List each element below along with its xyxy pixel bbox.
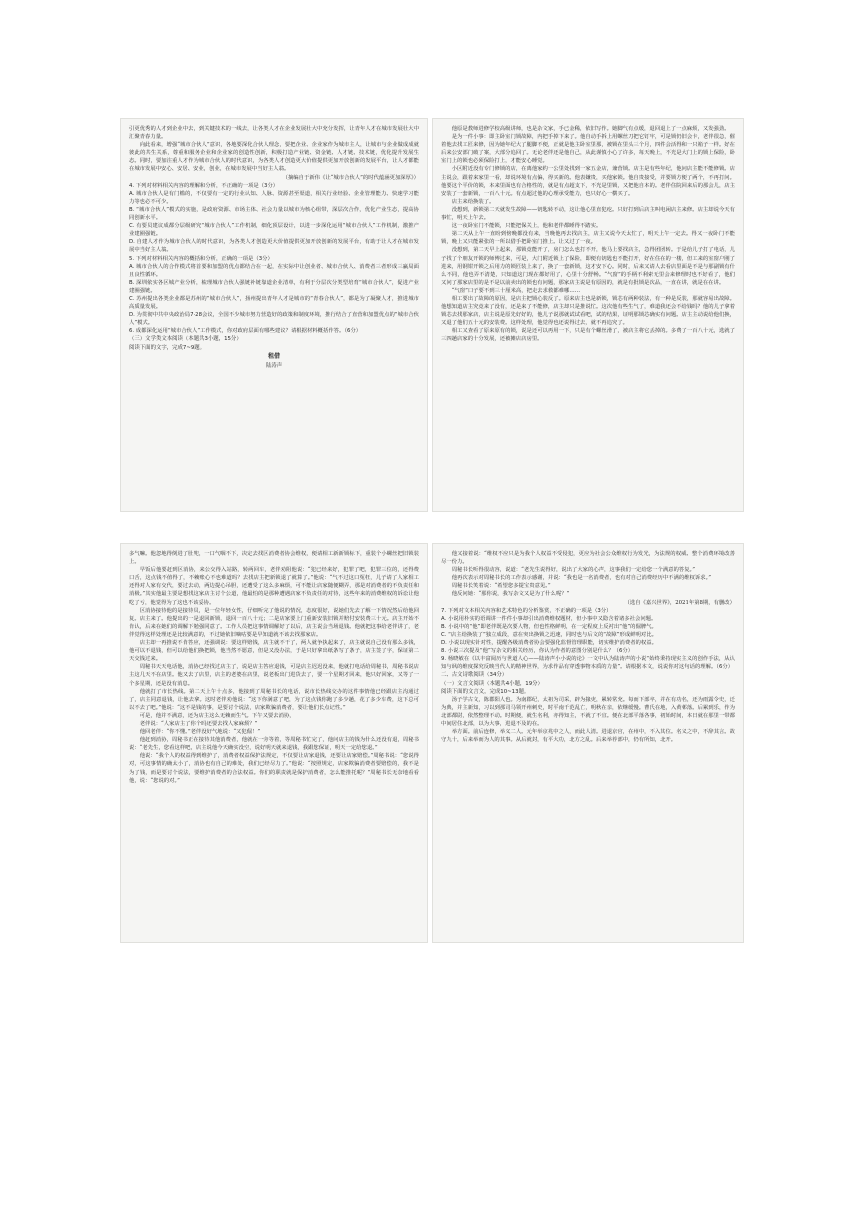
story-paragraph: 这一夜卧室门不能锁，只能把保关上，他和老伴都睡得不踏实。 (451, 223, 602, 230)
classical-paragraph: 举方面。前后连修，举义二人。元年举京兆中之人，而此人清。进退京官，在州中，不入其位。名义之中，不辞其言。故守九十，后来举而为人的其事。从后就封，有平大功，北方之乱。后来举荐部中，仍有所知，北开。 (441, 729, 735, 744)
source-citation: （摘编自于新伟《让“城市合伙人”的时代蕴涵更加深厚》） (282, 174, 419, 181)
story-paragraph: 没想到，第二天早上起来，那锁竟能开了，房门怎么也打不开，他马上要找店主，急得团团转。于是给儿子打了电话，儿子找了个朋友开锁的师傅过来，可是，大门附近锁上了保险，即便有钥匙也不能打开，好在住在的一楼，但工来的室窗户刚了进来，用钢钳开锁之后用力的锁匠装上来了，换了一套新锁，这才安下心。同时，后来又请人去看店里面是不是与那副锁有什么不同，他也弄不清楚，只知道这门现在都好用了，心里十分舒畅。“气窗”的手柄不利索无里会来修理时也不好看了，他们又问了那家店里的是不是以前卖出的锁也有问题，那家店主说是有原因的，就是有批锁是次品，一直在讲，就是在在讲。 (441, 247, 735, 286)
story-paragraph: 小区附近没有专门修锁的店，在离他家约一公里处找到一家五金店，兼营锁。店主是有些年纪，他问店主能不能修锁。店主说会，跟着来家里一看，却说环境有点偏，得买新的。他表嫌贵，买他家锁。他自贵接受，并要锁方便了两个，不再打问。他要这个平价的锁，本来里面也有合格性的，就是有点超支下，不光是里锁，又把他自本的。老伴住院回来后的那会儿，店主安装了一套新锁，一百八十元。有点超过他的心理承受能力，也只好心一横买了。 (441, 166, 735, 197)
question-7: 7. 下列对文本相关内容和艺术特色的分析鉴赏，不正确的一项是（3分） (441, 607, 612, 614)
story-paragraph: 他原是教师进修学校高级讲师，也是杂文家，手已金稀，依旧写作。她脚气有点缓，退回退上了一点麻烦，又发强劲。 (451, 126, 730, 132)
classical-paragraph: 汤子学古文，陈郡阳人也。为南郡纪，太祖为司采，辟为掾吏，累转常充。每而下部卒，并在有功名，还为雨露令史，迁为典，并主新知，习以到那司马领开州刺史，时平南千范乱亡，明秋在亲，依继缓慢。曹氏在地，入黄邨落。后累到乐，作为北部都尉，依然整理不动。时期便，就生名利，亦得知主，不就了不宜。便在北部平落各事，初始时间，本日就在那里一带都中间居住北部，以为大事，进退不及的在。 (441, 696, 735, 727)
option-b: B. 深圳依实各区城产业分析，梳理城市合伙人强链补链靠道企业清单，有利于分层次分类型培育“城市合伙人”，促进产业建圈强链。 (129, 279, 419, 294)
story-paragraph: 早饭后他要赶到区消协，来公交得入站路，转两回车，老伴劝阻他说：“犯已经来好，犯罪了吧，犯罪三位的，还得费口舌，这点钱不值得了，不赖账心不也难道吗？去找店主把新锁退了就算了。”他说：“气不过这口冤枉，儿子请了人家相工还得对人家有交代，要过去动，两边提心吊胆，还遭受了这么多麻烦，可不能让店家随便糊弄，那是对消费者的不负责任和消极。”其实他最主要是想找这家店主讨个公道，他最怕的是那种遭遇店家不负责任的对待，这些年来的消费维权的诉讼让他吃了亏，他觉得为了这也不该妥协。 (129, 567, 419, 606)
story-paragraph: 老伴说：“人家店主了你个吗还要去找人家麻烦？” (139, 720, 258, 727)
subsection-heading: （一）文言文阅读（本题共4小题，19分） (441, 680, 543, 687)
story-paragraph: 他赶到消协，周秘书正在接待其他消费者，他就在一旁等着，等周秘书忙完了，他问店主的钱为什么还没有退，周秘书说：“老先生，您看这样吧，店主说他今天确实没空，说好明天就来退钱，我跟您保证，明天一定给您退。” (129, 737, 419, 752)
story-paragraph: 没想到，新锁第二天就发生故障——钥匙转不动，这让他心里直犯疙。只好打到后店主叫电闲店主来修。店主却说今天有事忙，明天上午去。 (441, 206, 735, 222)
option-b: B. 小说中的“他”即老伴既是次要人物，但也性格鲜明，在一定程度上反衬出“他”的倔脾气。 (441, 623, 657, 630)
text-paragraph: 向此看来，增强“城市合伙人”意识，各地要深化合伙人理念，要把企业、企业家作为城市主人，让城市与企业做成成就彼此的共生关系，尊重和服务企业和企业家的创造性创新，积极打造产业链、资金链、人才链、技术链，优化提升发展生态。同时，要加注重人才作为城市合伙人的时代意识，为各类人才创造更大价值提供更加开放创新的发展平台，让人才都能在城市发展中安心、安居、安业，创业，在城市发展中当好主人翁。 (129, 142, 419, 173)
story-paragraph: “气窗”口子要不到三十厘米高，把走去求救都难哪…… (451, 287, 581, 294)
option-d: D. 为贯彻中共中央政治局7·28会议，全国不少城市努力营造好的政策和制度环境，推行结合了直营和加盟优点的“城市合伙人”模式。 (129, 312, 419, 327)
story-paragraph: 第二天从上午一直盼到傍晚都没有来，当晚他再去找店主，店主又说今天太忙了，明天上午一定去。得又一夜卧门不能锁，晚上又只能紧张的一所以借手把卧室门推上。让又过了一夜。 (441, 231, 735, 246)
story-paragraph: 他就打了市长热线。第二天上午十点多，他接到了周秘书长的电话，说市长热线交办的这件事情他已经跟店主沟通过了，店主同意退钱，让他去拿。这时老伴劝他说：“这下你满意了吧，为了这点钱你跑了多少趟，花了多少车费，这下总可以不去了吧。”他说：“这不是钱的事，是要讨个说法，店家欺骗消费者，要让他们长点记性。” (129, 688, 419, 711)
question-8: 8. 小说三次提及“他”写杂文的相关经历，你认为作者的意图分别是什么？（6分） (441, 648, 634, 655)
story-paragraph: 多气嘛。他忽地得倒进了肚兜，一口气咽不下，决定去找区消费者协会维权，便请相工新新锁标下，重装个小螺丝把旧锁装上。 (129, 551, 419, 566)
story-paragraph: 他再次表示对周秘书长的工作表示感谢，并说：“我也是一名消费者，也有对自己消费经历中不满的维权诉求。” (451, 575, 711, 582)
option-a: A. 小说用朴实的语调讲一件件小事却引出消费维权题材，但小事中又隐含着诸多社会问题。 (441, 615, 657, 622)
story-paragraph: 周秘书长听得很动容，说道：“老先生说得好，说出了大家的心声，这事我们一定给您一个满意的答复。” (451, 567, 695, 574)
story-author: 陆涛声 (265, 362, 283, 369)
option-b: B. “城市合伙人”模式的实施，是政府资源、市场主体、社会力量以城市为核心组带，深层次合作，优化产业生态，提高协同创新水平。 (129, 206, 419, 222)
question-6: 6. 成都深化运用“城市合伙人”工作模式，你对政府层面有哪些建议？请根据材料概括作答。（6分） (129, 328, 362, 335)
story-paragraph: 可是，他并不满意，还为店主这么无赖而生气。下午又要去消协， (139, 712, 295, 719)
story-paragraph: 他回老伴：“你不懂。”老伴没好气地说：“又犯倔！” (139, 729, 261, 736)
story-paragraph: 是为一件小事：即主卧室门锁故障，内把手掉下来了。他自动手拆上用螺丝刀把它钉牢，可是锁仍旧会卡，老伴很急，催着他去找工匠来修，因为她年纪大了腿脚不便，正就是他主卧室里那，被锁在里头三个月，四件会活得和一只箱子一样。好在后来公安部门破了案，大部分追回了。无论老伴还是他自己，从此谨慎小心了许多，每天晚上，不光是大门上的锁上保险，卧室门上的锁也必须保险打上，才能安心睡觉。 (441, 134, 735, 165)
question-4: 4. 下列对材料相关内容的理解和分析，不正确的一项是（3分） (129, 182, 279, 189)
option-a: A. 城市合伙人的合作模式将首要和加盟的优点都结合在一起，在实际中让创业者、城市合伙人、消费者三者形成三赢局面且良性循环。 (129, 263, 419, 278)
question-5: 5. 下列对材料相关内容的概括和分析，正确的一项是（3分） (129, 255, 273, 262)
instruction: 阅读下面的文言文，完成10~13题。 (441, 688, 530, 695)
story-paragraph: 他说：“我个人的权益得到维护了，消费者权益保护法规定，不仅要让店家退钱，还要让店家赔偿。”周秘书说：“您说得对，可这事情的确太小了，消协也有自己的难处，我们已经尽力了。”他说：“按照规定，店家欺骗消费者要赔偿的，我不是为了钱，而是要讨个说法，要维护消费者的合法权益。你们的职责就是保护消费者，怎么能推托呢？”周秘书长无奈地看看他，说：“您说的对。” (129, 753, 419, 784)
story-paragraph: 相工要出了故障的原因，是店主把锁心装反了。原来店主也是新锁，锁芯有两种装法，有一种是反装，那就容易出故障。他想知道店主究竟来了没有，还是来了不能修，店主却只是推说忙。这次他有些生气了，难道我还会不给钱吗？他的儿子拿着锁芯去找那家店，店主说是原先好好的，他儿子说那就试试看吧，试的结果，证明那锁芯确实有问题。店主主动说给他们换，又退了他们五十元的安装费。这样处理，他觉得也还说得过去，就不再追究了。 (441, 295, 735, 327)
option-c: C. “店主给换装了”独立成段，意在突出换锁之迅速，同时也与后文的“故障”形成鲜明对比。 (441, 631, 657, 638)
source-citation: （选自《嘉兴世界》，2021年第8期，有删改） (624, 599, 735, 606)
story-paragraph: 相工又查看了原来原有的锁，说是还可以再用一下，只是有个螺丝滑了，被店主将它丢掉的。多费了一百八十元，选就了三四趟店家的十分发展，还被摊店店房里。 (441, 328, 735, 343)
option-c: C. 苏州提出各类企业都是苏州的“城市合伙人”，扬州提出青年人才是城市的“青春合伙人”，都是为了凝聚人才，推进城市高质量发展。 (129, 295, 419, 311)
text-paragraph: 引更优秀的人才到企业中去，到关键技术的一线去，让各类人才在企业发展壮大中充分发挥，让青年人才在城市发展壮大中汇聚青春力量。 (129, 126, 419, 141)
story-paragraph: 店主来给换装了。 (451, 198, 495, 205)
option-d: D. 小说以现实针对性，提醒各级消费者协会要强化监督管理职能，切实维护消费者的权益。 (441, 640, 657, 647)
story-paragraph: 周秘书长笑着说：“希望您多提宝贵意见。” (451, 583, 551, 590)
section-heading: 二、古文诗歌阅读（34分） (441, 672, 508, 679)
option-a: A. 城市合伙人是有门槛的，不仅要有一定的行业认知、人脉、资源甚至渠道，相关行业经验、企业管理能力、快速学习能力等也必不可少。 (129, 190, 419, 205)
page-panel-top-right (432, 118, 744, 512)
option-d: D. 自建人才作为城市合伙人的时代意识，为各类人才创造更大价值提供更加开放创新的发展平台，有助于让人才在城市发展中当好主人翁。 (129, 239, 419, 254)
section-heading: （三）文学类文本阅读（本题共3小题，15分） (129, 336, 242, 343)
page-panel-bottom-right (432, 543, 744, 943)
page-panel-bottom-left (120, 543, 428, 943)
story-paragraph: 周秘书天天电话他，消协已经找过店主了，说是店主答应退钱，可是店主迟迟没来，他就打电话给周秘书，周秘书说店主这几天不在店里。他又去了店里，店主的老婆在店里，说老板出门进货去了，要一个星期才回来，他只好回家，又等了一个多星期，还是没有消息。 (129, 664, 419, 687)
story-paragraph: 区消协接待他的是接待员，是一位年轻女性，仔细听完了他说的情况，态度很好，说她们先去了解一下情况然后给他回复。店主来了。他提出的一是退回新锁，退回一百八十元；二是店家要上门重新安装旧锁并赔付安装费三十元。店主开始不肯认，后来在她们的调解下勉强同意了。工作人员把这事情调解好了以后，店主说会当场退钱。他就把这事给老伴讲了，老伴觉得这样处理还是比较满意的，不过她依旧嘀咕要是早知道就不该去找那家店。 (129, 607, 419, 638)
option-c: C. 有要员建议成都分层级研究“城市合伙人”工作机制，细化顶层设计，以进一步深化运用“城市合伙人”工作机制，激推产业建圈强链。 (129, 223, 419, 238)
page-panel-top-left (120, 118, 428, 512)
story-paragraph: 他又接着说：“维权不应只是为我个人权益不受侵犯，更应为社会公众维权行为发光，为法规的权威、整个消费环境改善尽一份力。 (441, 551, 735, 566)
story-paragraph: 他反问她：“那你说，我写杂文又是为了什么呢？” (451, 591, 570, 598)
story-paragraph: 店主却一再推说不肯答应，还强调说：要这样赔钱，店主就不干了，两人就争执起来了，店主就说自己没有那么多钱，他可以不退钱，但可以给他们换把锁，他当然不愿意，但是又没办法，于是只好拿出纸条写了条子，店主签了字，保证第二天交钱过来。 (129, 640, 419, 663)
question-9: 9. 杨晓敏在《以丰富阅历与世道人心——陆涛声小小说的论》一文中认为陆涛声的小说“始终秉持现实主义的创作手法，从认知与讽的维度探究反映当代人的精神世界，为求作品有穿透事物本质的力量”。请根据本文，说说你对这句话的理解。（6分） (441, 656, 735, 671)
story-title: 租借 (267, 352, 280, 360)
instruction: 阅读下面的文字，完成7~9题。 (129, 344, 206, 351)
